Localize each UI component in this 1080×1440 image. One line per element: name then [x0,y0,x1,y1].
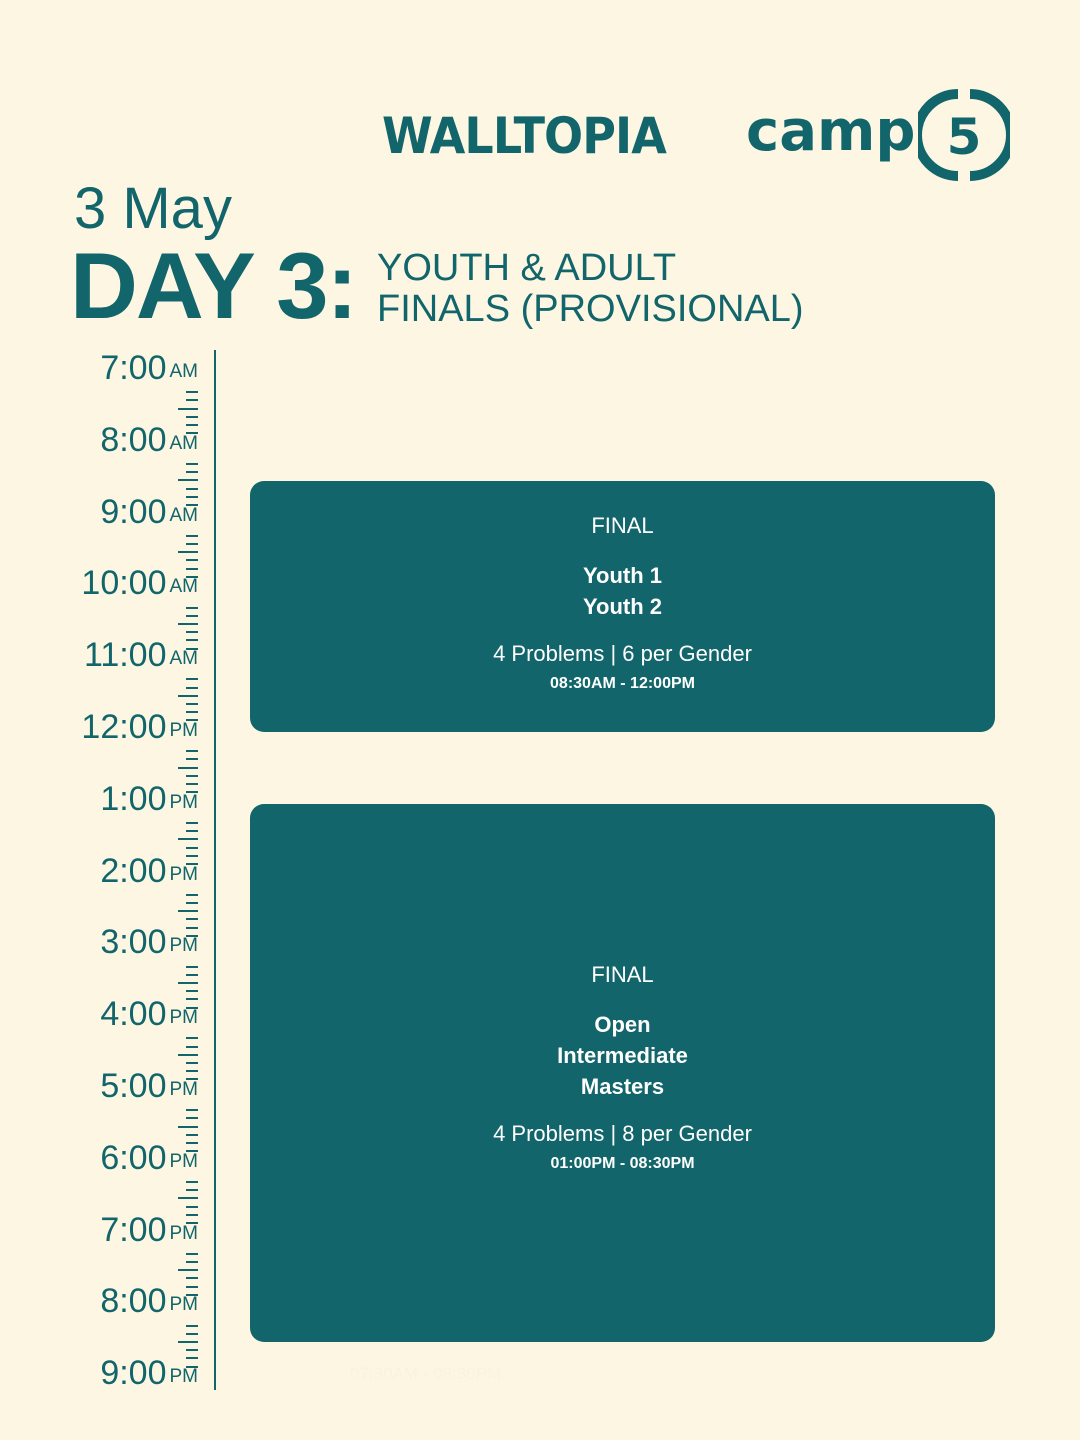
timeline-tick [186,463,198,465]
timeline-tick [186,1109,198,1111]
camp5-logo-word: camp [746,99,916,164]
hour-period: AM [169,432,198,454]
timeline-tick [186,1333,198,1335]
session-label: FINAL [591,962,654,987]
hour-label [100,778,198,818]
timeline-tick [186,847,198,849]
hour-time: 2:00 [100,851,167,890]
timeline-tick [186,1181,198,1183]
timeline-tick [186,687,198,689]
hour-label [100,1209,198,1249]
hour-time: 12:00 [81,708,167,746]
hour-period: AM [169,576,198,598]
timeline-tick [178,551,198,553]
timeline-tick [178,479,198,481]
event-date: 3 May [74,176,232,241]
hour-period: PM [169,1222,198,1244]
timeline-tick [178,1269,198,1271]
hour-time: 9:00 [100,492,167,531]
hour-period: PM [169,1007,198,1029]
session-time-range: 08:30AM - 12:00PM [550,675,695,692]
subtitle-line-1: YOUTH & ADULT [377,247,677,289]
hour-label [100,491,198,531]
timeline-line [214,350,216,1390]
timeline-tick [178,1197,198,1199]
timeline-tick [178,623,198,625]
timeline-tick [178,767,198,769]
timeline-tick [186,974,198,976]
timeline-tick [186,1046,198,1048]
hour-label [84,634,198,674]
hour-time: 6:00 [100,1138,167,1177]
timeline-tick [186,559,198,561]
hour-label [81,562,198,602]
session-block-adult [250,804,995,1342]
hour-label [100,1137,198,1177]
timeline-tick [178,1054,198,1056]
timeline-tick [186,615,198,617]
subtitle-line-2: FINALS (PROVISIONAL) [377,288,804,330]
timeline-tick [178,408,198,410]
timeline-tick [186,1189,198,1191]
hour-time: 9:00 [100,1354,167,1393]
hour-time: 10:00 [81,564,167,603]
timeline-tick [186,399,198,401]
walltopia-logo: WALLTOPIA [382,107,666,165]
session-time-range: 01:00PM - 08:30PM [550,1155,695,1172]
hour-label [100,1065,198,1105]
session-group: Open [594,1012,651,1037]
hour-period: AM [169,648,198,670]
timeline-tick [178,910,198,912]
timeline-tick [186,1349,198,1351]
faint-time-range: 07:30AM - 08:30PM [350,1364,502,1383]
timeline-tick [178,982,198,984]
hour-label [100,347,198,387]
timeline-tick [186,822,198,824]
hour-period: PM [169,935,198,957]
timeline-tick [178,838,198,840]
hour-time: 11:00 [83,636,167,675]
hour-label [100,419,198,459]
timeline-tick [178,1341,198,1343]
camp5-logo-mark [918,88,1010,182]
hour-time: 5:00 [100,1067,167,1105]
day-subtitle [377,248,804,330]
session-block-youth [250,481,995,732]
hour-period: PM [169,1150,198,1172]
timeline-tick [186,990,198,992]
timeline-tick [186,543,198,545]
hour-label [100,921,198,961]
timeline-tick [186,488,198,490]
hour-label [100,1352,198,1392]
timeline-tick [178,695,198,697]
timeline-tick [186,750,198,752]
timeline-tick [186,775,198,777]
timeline-tick [186,607,198,609]
timeline-tick [186,1261,198,1263]
timeline-tick [186,966,198,968]
session-group: Masters [580,1074,665,1099]
hour-time: 1:00 [100,779,167,818]
session-info: 4 Problems | 8 per Gender [493,1121,752,1146]
timeline-tick [186,918,198,920]
timeline-tick [186,631,198,633]
timeline-tick [186,830,198,832]
hour-time: 3:00 [100,923,167,962]
hour-label [100,1280,198,1320]
session-group: Youth 1 [582,563,663,588]
timeline-tick [186,1325,198,1327]
hour-period: PM [169,863,198,885]
session-group: Intermediate [557,1043,688,1068]
hour-period: PM [169,1079,198,1100]
timeline-tick [186,678,198,680]
timeline-tick [186,391,198,393]
session-label: FINAL [591,513,654,538]
hour-period: AM [169,504,198,526]
timeline-tick [186,894,198,896]
timeline-tick [186,1134,198,1136]
timeline-tick [186,416,198,418]
timeline-tick [178,1126,198,1128]
timeline-tick [186,1117,198,1119]
timeline-tick [186,758,198,760]
hour-period: PM [169,791,198,813]
timeline-tick [186,1037,198,1039]
hour-time: 7:00 [100,349,167,387]
hour-period: AM [169,361,198,382]
timeline-tick [186,535,198,537]
hour-label [100,850,198,890]
hour-period: PM [169,1294,198,1316]
timeline-tick [186,902,198,904]
hour-time: 8:00 [100,420,167,459]
hour-time: 8:00 [100,1282,167,1321]
day-title: DAY 3: [70,233,356,338]
timeline-tick [186,1206,198,1208]
camp5-logo-number: 5 [946,108,982,166]
hour-time: 4:00 [100,995,167,1034]
hour-time: 7:00 [100,1210,167,1249]
timeline-tick [186,1253,198,1255]
logo-bar [382,88,1022,184]
hour-label [81,706,198,746]
hour-period: PM [169,1366,198,1388]
timeline-tick [186,703,198,705]
timeline-tick [186,471,198,473]
hour-label [100,993,198,1033]
session-info: 4 Problems | 6 per Gender [493,641,752,666]
hour-period: PM [169,720,198,741]
timeline-tick [186,1062,198,1064]
timeline-tick [186,1277,198,1279]
session-group: Youth 2 [582,594,663,619]
